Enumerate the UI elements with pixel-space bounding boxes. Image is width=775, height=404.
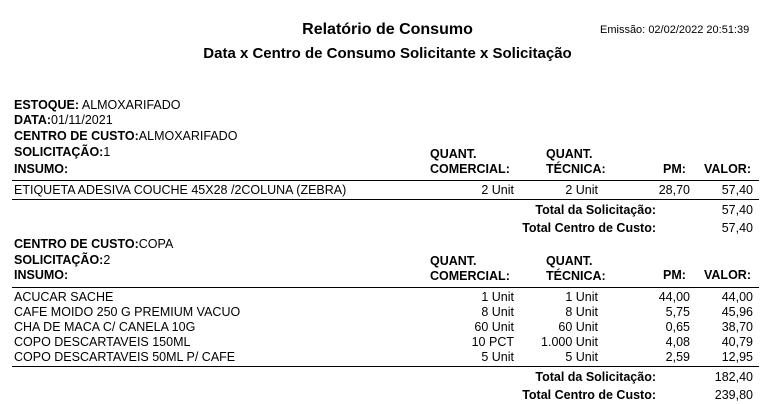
estoque-value: ALMOXARIFADO	[81, 98, 181, 112]
cell-comercial: 1 Unit	[481, 290, 514, 304]
cell-valor: 38,70	[721, 320, 753, 334]
total-centro-label: Total Centro de Custo:	[522, 221, 656, 235]
cell-tecnica: 1 Unit	[565, 290, 598, 304]
cell-insumo: COPO DESCARTAVEIS 150ML	[14, 335, 191, 349]
cell-insumo: CAFE MOIDO 250 G PREMIUM VACUO	[14, 305, 241, 319]
col-insumo: INSUMO:	[14, 268, 69, 282]
total-solicitacao-label: Total da Solicitação:	[535, 370, 656, 384]
cell-pm: 28,70	[658, 183, 690, 197]
total-solicitacao-label: Total da Solicitação:	[535, 203, 656, 217]
cell-insumo: ACUCAR SACHE	[14, 290, 114, 304]
divider	[12, 199, 759, 200]
solicitacao-value: 2	[103, 253, 111, 267]
cell-valor: 45,96	[721, 305, 753, 319]
cell-tecnica: 2 Unit	[565, 183, 598, 197]
solicitacao-line-1	[14, 145, 110, 159]
col-quant-tecnica-top: QUANT.	[546, 254, 593, 268]
total-centro-label: Total Centro de Custo:	[522, 388, 656, 402]
report-subtitle: Data x Centro de Consumo Solicitante x Solicitação	[203, 45, 572, 62]
cell-pm: 4,08	[665, 335, 690, 349]
emission-date	[600, 24, 749, 36]
divider	[12, 287, 759, 288]
col-pm: PM:	[663, 268, 686, 282]
cell-tecnica: 8 Unit	[565, 305, 598, 319]
cell-pm: 0,65	[665, 320, 690, 334]
cell-tecnica: 60 Unit	[558, 320, 598, 334]
cell-insumo: COPO DESCARTAVEIS 50ML P/ CAFE	[14, 350, 236, 364]
col-comercial: COMERCIAL:	[430, 162, 510, 176]
data-value: 01/11/2021	[51, 113, 113, 127]
col-tecnica: TÉCNICA:	[546, 162, 606, 176]
total-solicitacao-value: 182,40	[714, 370, 753, 384]
cell-comercial: 2 Unit	[481, 183, 514, 197]
solicitacao-value: 1	[103, 145, 111, 159]
cell-valor: 40,79	[721, 335, 753, 349]
cell-insumo: CHA DE MACA C/ CANELA 10G	[14, 320, 196, 334]
estoque-line	[14, 98, 181, 112]
centro-label: CENTRO DE CUSTO:	[14, 237, 139, 251]
col-quant-comercial-top: QUANT.	[430, 254, 477, 268]
col-pm: PM:	[663, 162, 686, 176]
cell-insumo: ETIQUETA ADESIVA COUCHE 45X28 /2COLUNA (ZEBRA)	[14, 183, 347, 197]
report-title: Relatório de Consumo	[302, 21, 473, 38]
col-valor: VALOR:	[704, 268, 751, 282]
emission-value: 02/02/2022 20:51:39	[648, 24, 750, 36]
data-line	[14, 113, 113, 127]
cell-valor: 57,40	[721, 183, 753, 197]
cell-pm: 2,59	[665, 350, 690, 364]
col-valor: VALOR:	[704, 162, 751, 176]
cell-tecnica: 1.000 Unit	[541, 335, 598, 349]
cell-tecnica: 5 Unit	[565, 350, 598, 364]
solicitacao-label: SOLICITAÇÃO:	[14, 253, 104, 267]
cell-valor: 44,00	[721, 290, 753, 304]
estoque-label: ESTOQUE:	[14, 98, 80, 112]
cell-pm: 5,75	[665, 305, 690, 319]
centro-value: ALMOXARIFADO	[138, 129, 238, 143]
cell-valor: 12,95	[721, 350, 753, 364]
solicitacao-line-2	[14, 253, 110, 267]
divider	[12, 180, 759, 181]
divider	[12, 366, 759, 367]
centro-line-1	[14, 129, 237, 143]
cell-comercial: 5 Unit	[481, 350, 514, 364]
cell-comercial: 8 Unit	[481, 305, 514, 319]
col-tecnica: TÉCNICA:	[546, 269, 606, 283]
solicitacao-label: SOLICITAÇÃO:	[14, 145, 104, 159]
total-centro-value: 57,40	[721, 221, 753, 235]
col-quant-tecnica-top: QUANT.	[546, 147, 593, 161]
cell-comercial: 60 Unit	[474, 320, 514, 334]
total-centro-value: 239,80	[714, 388, 753, 402]
centro-line-2	[14, 237, 173, 251]
col-quant-comercial-top: QUANT.	[430, 147, 477, 161]
data-label: DATA:	[14, 113, 52, 127]
col-comercial: COMERCIAL:	[430, 269, 510, 283]
emission-label: Emissão:	[600, 24, 646, 36]
col-insumo: INSUMO:	[14, 162, 69, 176]
total-solicitacao-value: 57,40	[721, 203, 753, 217]
cell-pm: 44,00	[658, 290, 690, 304]
centro-label: CENTRO DE CUSTO:	[14, 129, 139, 143]
centro-value: COPA	[138, 237, 174, 251]
cell-comercial: 10 PCT	[471, 335, 514, 349]
